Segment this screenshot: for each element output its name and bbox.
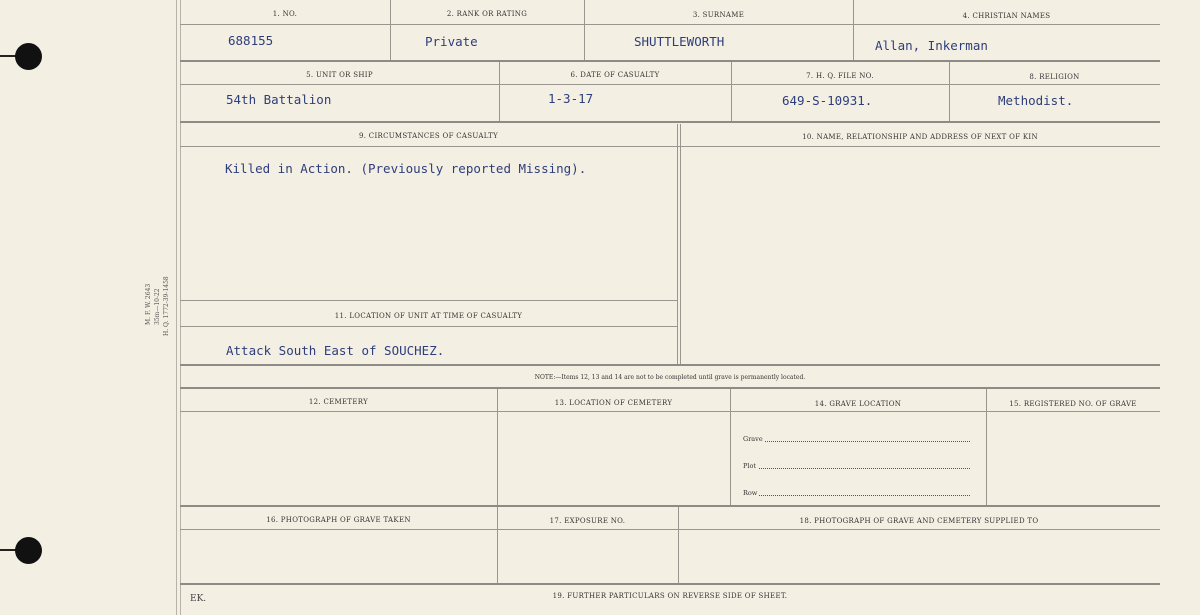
grave-label: Grave — [743, 435, 763, 443]
plot-dotted-line — [759, 468, 970, 469]
label-religion: 8. RELIGION — [1029, 73, 1080, 81]
value-file-no: 649-S-10931. — [782, 93, 873, 108]
clerk-initials: EK. — [190, 594, 207, 604]
row-dotted-line — [759, 495, 970, 496]
label-file-no: 7. H. Q. FILE NO. — [806, 72, 874, 80]
punch-line-top — [0, 55, 16, 57]
divider — [731, 62, 732, 121]
label-unit: 5. UNIT OR SHIP — [306, 71, 373, 79]
rule — [180, 583, 1160, 585]
rule — [180, 60, 1160, 62]
divider — [853, 0, 854, 60]
punch-hole-bottom — [15, 537, 42, 564]
grave-dotted-line — [765, 441, 970, 442]
punch-hole-top — [15, 43, 42, 70]
rule — [180, 411, 1160, 412]
divider — [949, 62, 950, 121]
label-photograph-taken: 16. PHOTOGRAPH OF GRAVE TAKEN — [266, 516, 411, 524]
rule — [180, 364, 1160, 366]
side-print-3: H. Q. 1772-39-1458 — [163, 276, 170, 336]
value-circumstances: Killed in Action. (Previously reported Missing). — [225, 161, 587, 176]
value-religion: Methodist. — [998, 93, 1074, 108]
label-date: 6. DATE OF CASUALTY — [570, 71, 660, 79]
divider — [584, 0, 585, 60]
label-cemetery-location: 13. LOCATION OF CEMETERY — [554, 399, 673, 407]
row-label: Row — [743, 489, 758, 497]
rule — [180, 146, 1160, 147]
value-christian-names: Allan, Inkerman — [875, 38, 988, 53]
label-surname: 3. SURNAME — [692, 11, 745, 19]
rule — [180, 387, 1160, 389]
label-exposure-no: 17. EXPOSURE NO. — [549, 517, 626, 525]
rule — [180, 84, 1160, 85]
label-circumstances: 9. CIRCUMSTANCES OF CASUALTY — [358, 132, 498, 140]
punch-line-bottom — [0, 549, 16, 551]
rule — [180, 529, 1160, 530]
rule — [180, 24, 1160, 25]
label-next-of-kin: 10. NAME, RELATIONSHIP AND ADDRESS OF NEXT OF KIN — [802, 133, 1038, 141]
side-print-2: 35m—10-22 — [154, 288, 161, 325]
note-text: NOTE:—Items 12, 13 and 14 are not to be completed until grave is permanently located. — [534, 374, 806, 381]
rule — [180, 326, 677, 327]
value-number: 688155 — [228, 33, 274, 48]
divider — [677, 124, 678, 365]
value-surname: SHUTTLEWORTH — [634, 34, 725, 49]
label-grave-location: 14. GRAVE LOCATION — [814, 400, 902, 408]
value-rank: Private — [425, 34, 478, 49]
label-further-particulars: 19. FURTHER PARTICULARS ON REVERSE SIDE OF SHEET. — [552, 592, 788, 600]
label-unit-location: 11. LOCATION OF UNIT AT TIME OF CASUALTY — [334, 312, 523, 320]
value-date: 1-3-17 — [548, 91, 594, 106]
divider — [390, 0, 391, 60]
value-unit: 54th Battalion — [226, 92, 332, 107]
label-registered-no: 15. REGISTERED NO. OF GRAVE — [1009, 400, 1137, 408]
value-unit-location: Attack South East of SOUCHEZ. — [226, 343, 445, 358]
side-print-1: M. F. W. 2643 — [145, 283, 152, 325]
rule — [180, 505, 1160, 507]
rule — [180, 121, 1160, 123]
label-cemetery: 12. CEMETERY — [308, 398, 369, 406]
label-christian-names: 4. CHRISTIAN NAMES — [962, 12, 1051, 20]
divider — [680, 124, 681, 365]
label-photograph-supplied: 18. PHOTOGRAPH OF GRAVE AND CEMETERY SUPPLIED TO — [799, 517, 1039, 525]
margin-line — [176, 0, 177, 615]
plot-label: Plot — [743, 462, 756, 470]
label-rank: 2. RANK OR RATING — [446, 10, 528, 18]
label-number: 1. NO. — [272, 10, 298, 18]
rule — [180, 300, 677, 301]
